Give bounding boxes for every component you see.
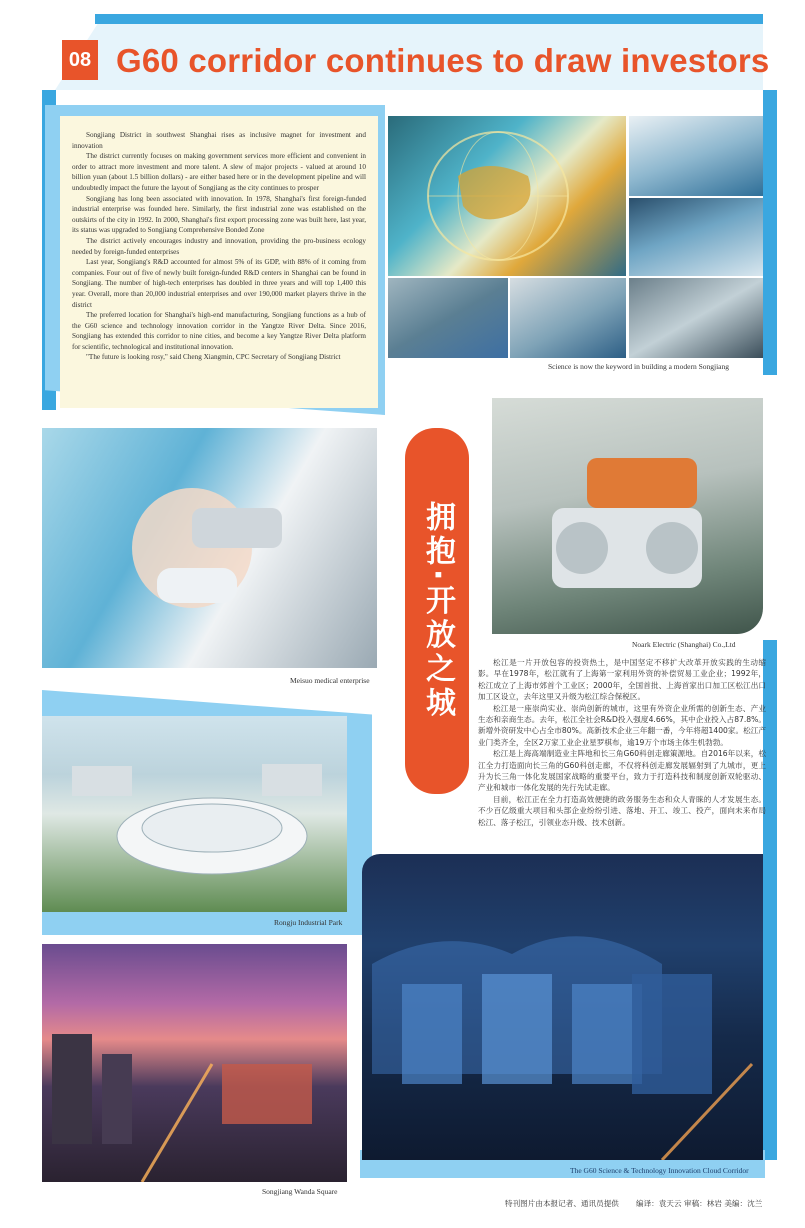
meisuo-photo — [42, 428, 377, 668]
collage-photo-engineer — [388, 278, 508, 358]
microscope-graphic — [42, 428, 377, 668]
chinese-article — [478, 657, 766, 828]
page-title: G60 corridor continues to draw investors — [116, 42, 770, 79]
collage-photo-globe — [388, 116, 626, 276]
vertical-title: 拥抱·开放之城 — [405, 428, 469, 794]
wanda-caption: Songjiang Wanda Square — [262, 1187, 338, 1196]
collage-photo-assembly — [629, 198, 763, 276]
intro-paragraph: Songjiang District in southwest Shanghai rises as inclusive magnet for investment and innovation — [72, 131, 366, 150]
intro-paragraph: The district currently focuses on making government services more efficient and convenient in order to attract more investment and more talent. A slew of major projects - valued at around 10 billion yuan (about 1.5 billion dollars) - are either based here or in the development pipeline and will undoubtedly impact the future the layout of Songjiang as the city continues to prosper — [72, 152, 366, 192]
cloud-caption: The G60 Science & Technology Innovation Cloud Corridor — [570, 1166, 749, 1175]
machinery-graphic — [492, 398, 763, 634]
intro-paragraph: The district actively encourages industry and innovation, providing the pro-business ecology needed by foreign-funded enterprises — [72, 236, 366, 256]
cloud-corridor-photo — [362, 854, 763, 1160]
chinese-paragraph: 目前，松江正在全力打造高效便捷的政务服务生态和众人青睐的人才发展生态。不少百亿级重大项目和头部企业纷纷引进、落地、开工、竣工、投产，面向未来布局松江、落子松江，引领业态升级、技术创新。 — [478, 794, 766, 827]
footer-editor-credit: 编译：袁天云 审稿：林岩 美编：沈兰 — [636, 1199, 763, 1208]
meisuo-caption: Meisuo medical enterprise — [290, 676, 370, 685]
industrial-park-graphic — [42, 716, 347, 912]
collage-caption: Science is now the keyword in building a modern Songjiang — [548, 362, 730, 371]
collage-photo-technician — [510, 278, 626, 358]
footer-photo-credit: 特刊图片由本报记者、通讯员提供 — [505, 1199, 619, 1208]
city-night-graphic — [42, 944, 347, 1182]
noark-photo — [492, 398, 763, 634]
intro-article — [60, 116, 378, 408]
intro-paragraph: Last year, Songjiang's R&D accounted for almost 5% of its GDP, with 88% of it coming from companies. Four out of five of newly built foreign-funded R&D centers in Shanghai can be found in Songjiang. The number of high-tech enterprises has doubled in three years and will top 1,400 this year. Overall, more than 20,000 industrial enterprises and over 190,000 market players thrive in the district — [72, 258, 366, 309]
chinese-paragraph: 松江是一片开放包容的投资热土，是中国坚定不移扩大改革开放实践的生动缩影。早在1978年，松江就有了上海第一家利用外资的补偿贸易工业企业；1992年，松江成立了上海市郊首个工业区；2000年，全国首批、上海首家出口加工区松江出口加工区设立，去年这里又升级为松江综合保税区。 — [478, 658, 766, 702]
intro-paragraph: Songjiang has long been associated with innovation. In 1978, Shanghai's first foreign-funded industrial enterprise was founded here. Similarly, the first industrial zone was established on the outskirts of the city in 1992. In 2000, Shanghai's first export processing zone was built here, last year, its status was upgraded to Songjiang Comprehensive Bonded Zone — [72, 194, 366, 235]
wanda-photo — [42, 944, 347, 1182]
rongju-caption: Rongju Industrial Park — [274, 918, 343, 927]
intro-paragraph: "The future is looking rosy," said Cheng Xiangmin, CPC Secretary of Songjiang District — [86, 353, 341, 362]
noark-caption: Noark Electric (Shanghai) Co.,Ltd — [632, 640, 736, 649]
collage-photo-welder — [629, 278, 763, 358]
page-number: 08 — [62, 40, 98, 80]
globe-graphic — [388, 116, 626, 276]
corridor-graphic — [362, 854, 763, 1160]
intro-paragraph: The preferred location for Shanghai's high-end manufacturing, Songjiang functions as a hub of the G60 science and technology innovation corridor in the Yangtze River Delta. Since 2016, Songjiang has extended this corridor to nine cities, and become a key Yangtze River Delta platform for scientific, technological and institutional innovation. — [72, 311, 366, 351]
collage-photo-lab-worker — [629, 116, 763, 196]
top-band — [95, 14, 763, 24]
chinese-paragraph: 松江是上海高端制造业主阵地和长三角G60科创走廊策源地。自2016年以来，松江全力打造面向长三角的G60科创走廊，不仅将科创走廊发展辐射到了九城市，更上升为长三角一体化发展国家战略的重要平台，致力于打造科技和制度创新双轮驱动、产业和城市一体化发展的先行先试走廊。 — [478, 749, 766, 793]
rongju-photo — [42, 716, 347, 912]
chinese-paragraph: 松江是一座崇尚实业、崇尚创新的城市，这里有外资企业所需的创新生态、产业生态和亲商生态。去年，松江全社会R&D投入强度4.66%，其中企业投入占87.8%。新增外资研发中心占全市80%。高新技术企业三年翻一番，今年将超1400家。松江产业门类齐全，全区2万家工业企业星罗棋布，逾19万个市场主体生机勃勃。 — [478, 703, 766, 747]
right-band-top — [763, 90, 777, 375]
